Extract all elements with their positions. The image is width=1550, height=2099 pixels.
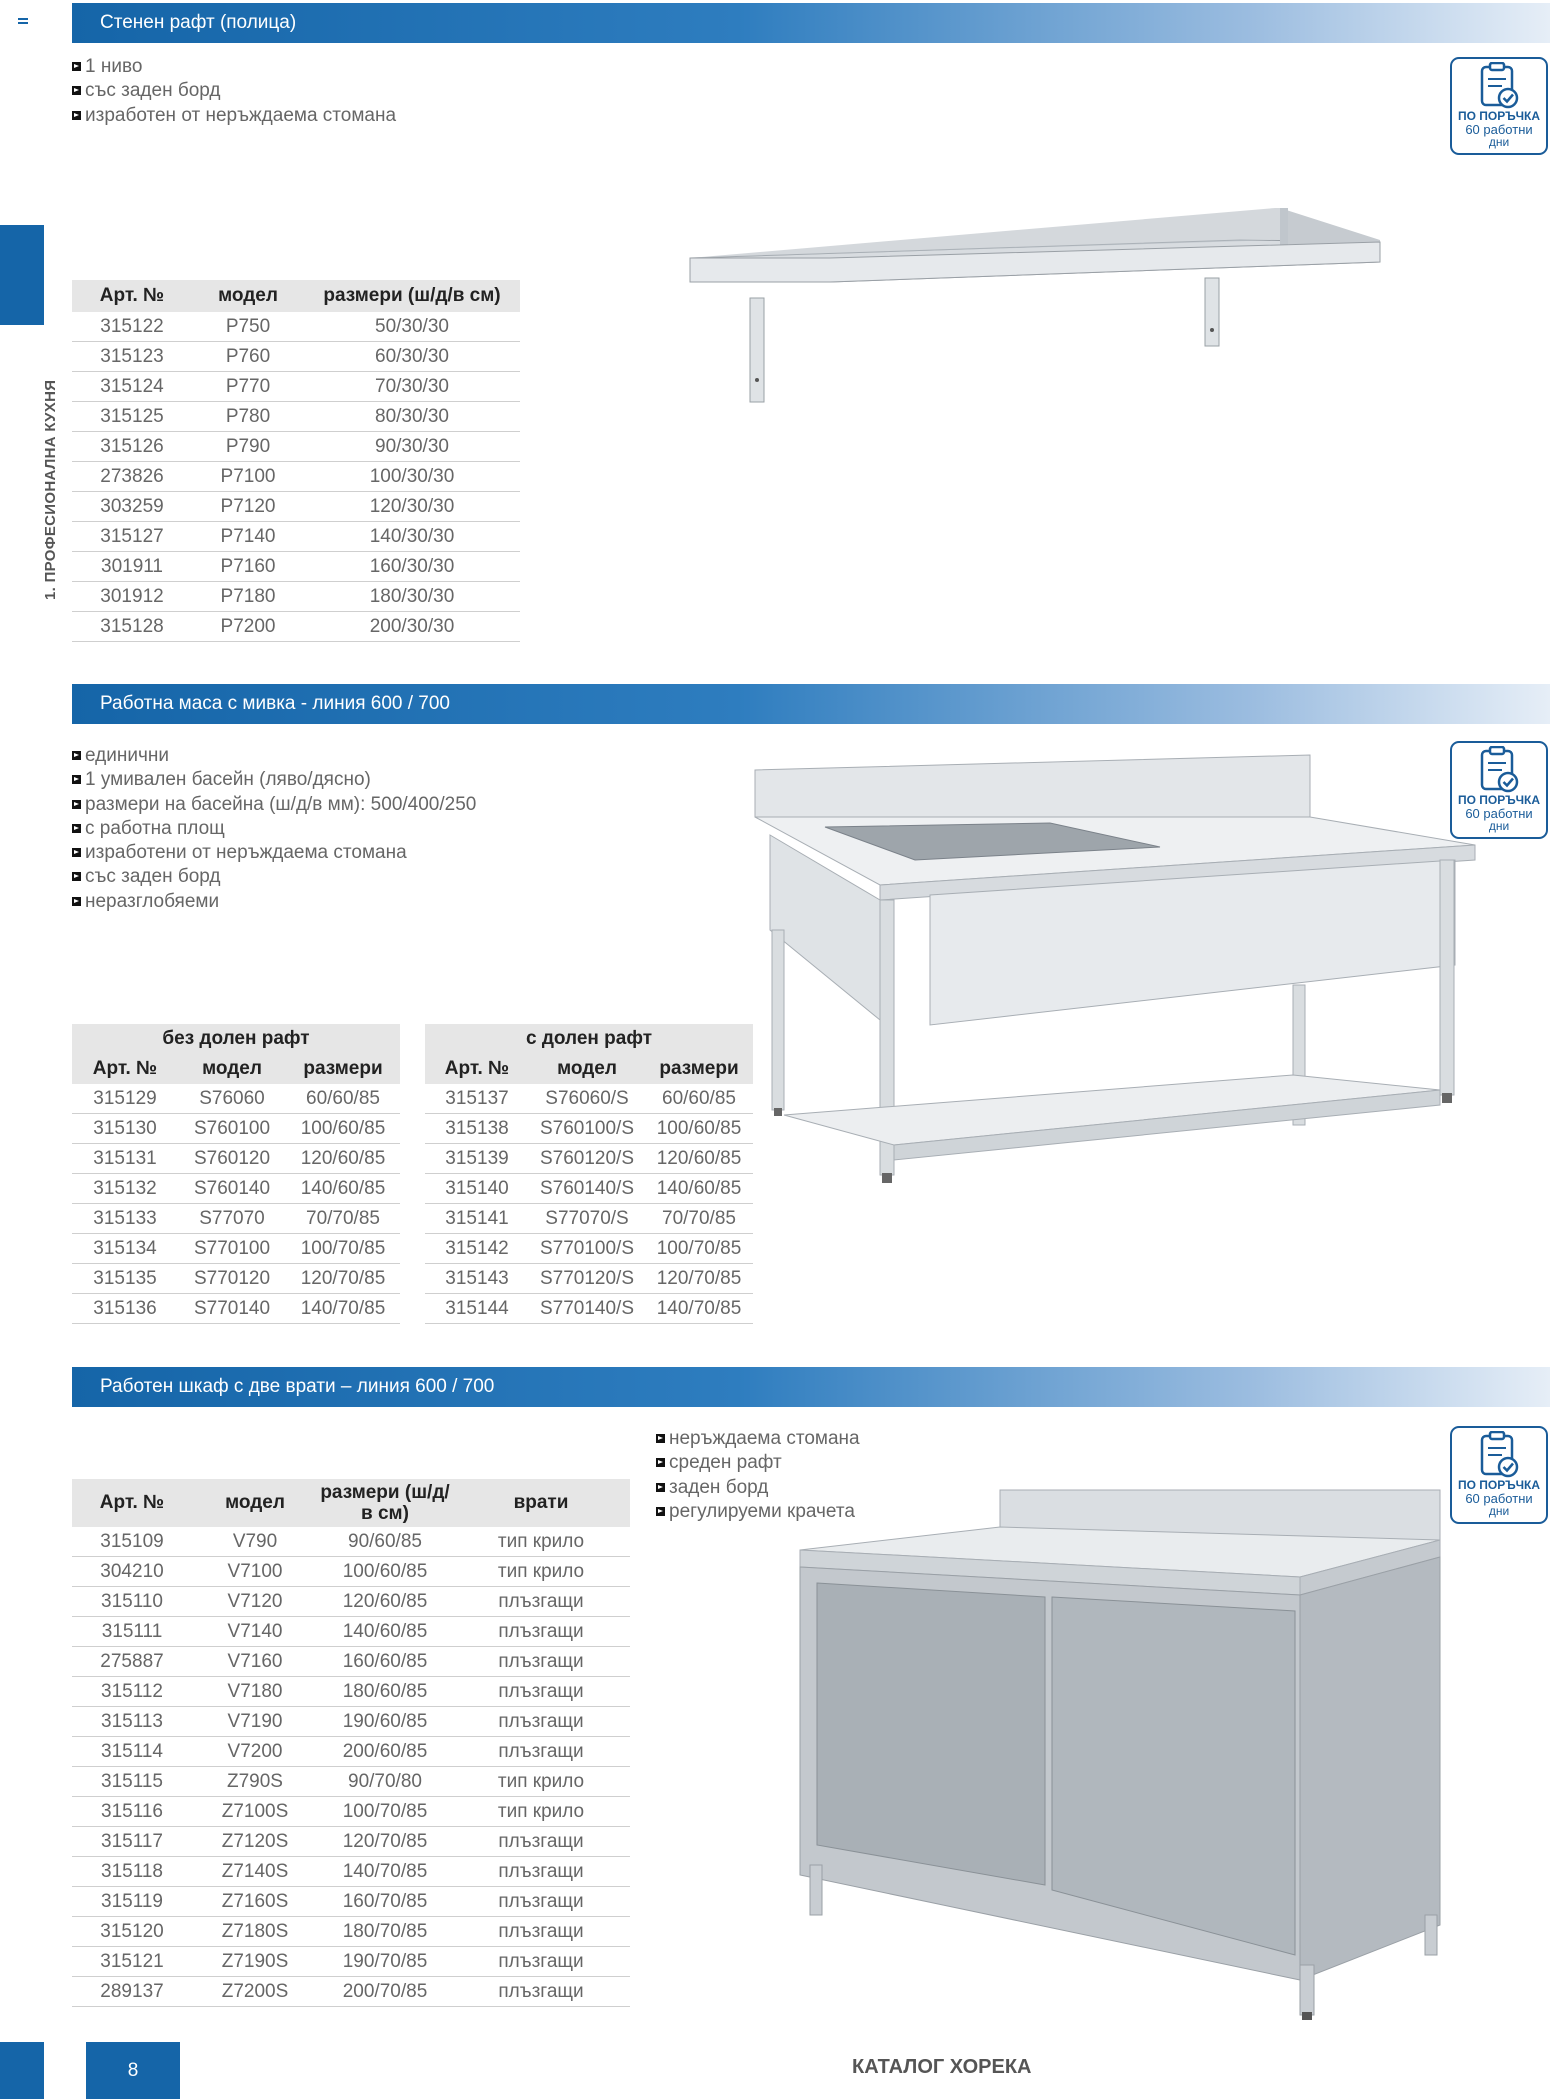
table-cell: 50/30/30 (304, 312, 520, 342)
table-cell: 200/70/85 (318, 1977, 452, 2007)
table-cell: 315127 (72, 522, 192, 552)
list-item: среден рафт (656, 1451, 860, 1475)
table-cell: 315111 (72, 1617, 192, 1647)
table-cell: 190/60/85 (318, 1707, 452, 1737)
table-cell: 120/70/85 (645, 1264, 753, 1294)
table-cell: 100/70/85 (318, 1797, 452, 1827)
table-cell: плъзгащи (452, 1737, 630, 1767)
table-cell: 120/30/30 (304, 492, 520, 522)
table-cell: плъзгащи (452, 1587, 630, 1617)
table-cell: 60/60/85 (286, 1084, 400, 1114)
table-cell: S77070 (178, 1204, 286, 1234)
section-title-wall-shelf: Стенен рафт (полица) (72, 3, 1550, 43)
table-cell: P780 (192, 402, 304, 432)
table-cell: 315134 (72, 1234, 178, 1264)
table-cell: S76060 (178, 1084, 286, 1114)
table-cell: 315119 (72, 1887, 192, 1917)
list-item: неразглобяеми (72, 890, 476, 914)
table-cell: 100/60/85 (286, 1114, 400, 1144)
sink-table-image (750, 735, 1480, 1295)
bullet-arrow-icon (72, 62, 81, 71)
table-cell: S770100/S (529, 1234, 645, 1264)
bullet-arrow-icon (72, 751, 81, 760)
table-cell: 90/60/85 (318, 1527, 452, 1557)
table-row (72, 1557, 630, 1587)
table-cell: плъзгащи (452, 1707, 630, 1737)
list-item: неръждаема стомана (656, 1427, 860, 1451)
table-cell: V7190 (192, 1707, 318, 1737)
sink-table-no-shelf-rows (72, 1084, 400, 1324)
table-cell: P790 (192, 432, 304, 462)
table-cell: S760140/S (529, 1174, 645, 1204)
table-cell: 120/60/85 (645, 1144, 753, 1174)
table-cell: 315136 (72, 1294, 178, 1324)
table-cell: 273826 (72, 462, 192, 492)
table-cell: 303259 (72, 492, 192, 522)
table-row (72, 552, 520, 582)
table-cell: 315139 (425, 1144, 529, 1174)
table-cell: плъзгащи (452, 1857, 630, 1887)
cabinet-rows (72, 1527, 630, 2007)
table-cell: P760 (192, 342, 304, 372)
wall-shelf-table: Арт. № модел размери (ш/д/в см) 315122 P750 50/30/30 315123 P760 60/30/30 315124 P770 70/30/30 315125 P780 80/30/30 315126 P790 90/30/30 273826 P7100 100/30/30 303259 P7120 120/30/30 315127 P7140 140/30/30 301911 P7160 160/30/30 301912 P7180 180/30/30 315128 P7200 200/30/30 (72, 280, 520, 642)
table-cell: 180/70/85 (318, 1917, 452, 1947)
table-cell: 100/30/30 (304, 462, 520, 492)
clipboard-check-icon (1478, 1431, 1520, 1479)
table-cell: 315121 (72, 1947, 192, 1977)
table-row (425, 1144, 753, 1174)
table-cell: 180/30/30 (304, 582, 520, 612)
table-row (425, 1264, 753, 1294)
bullet-arrow-icon (656, 1458, 665, 1467)
table-row (425, 1114, 753, 1144)
list-item: 1 ниво (72, 55, 396, 79)
order-badge: ПО ПОРЪЧКА 60 работни дни (1450, 57, 1548, 155)
table-cell: 60/60/85 (645, 1084, 753, 1114)
table-row (72, 492, 520, 522)
table-cell: S770120/S (529, 1264, 645, 1294)
order-badge: ПО ПОРЪЧКА 60 работни дни (1450, 741, 1548, 839)
table-row (72, 1737, 630, 1767)
table-cell: 275887 (72, 1647, 192, 1677)
table-cell: S77070/S (529, 1204, 645, 1234)
table-row (72, 1707, 630, 1737)
table-cell: 70/70/85 (286, 1204, 400, 1234)
table-cell: 100/60/85 (645, 1114, 753, 1144)
table-cell: 315138 (425, 1114, 529, 1144)
table-cell: плъзгащи (452, 1917, 630, 1947)
table-cell: 315125 (72, 402, 192, 432)
table-cell: тип крило (452, 1767, 630, 1797)
table-row (72, 1977, 630, 2007)
order-badge: ПО ПОРЪЧКА 60 работни дни (1450, 1426, 1548, 1524)
table-row (425, 1234, 753, 1264)
table-row (72, 1264, 400, 1294)
bullet-arrow-icon (72, 775, 81, 784)
table-cell: 315117 (72, 1827, 192, 1857)
top-left-corner (0, 0, 72, 40)
table-row (72, 1527, 630, 1557)
table-cell: V7100 (192, 1557, 318, 1587)
table-cell: 315131 (72, 1144, 178, 1174)
table-cell: V7200 (192, 1737, 318, 1767)
table-row (72, 312, 520, 342)
table-cell: P7120 (192, 492, 304, 522)
table-cell: 200/30/30 (304, 612, 520, 642)
table-cell: 180/60/85 (318, 1677, 452, 1707)
section-title-cabinet: Работен шкаф с две врати – линия 600 / 700 (72, 1367, 1550, 1407)
table-cell: 315120 (72, 1917, 192, 1947)
table-cell: 200/60/85 (318, 1737, 452, 1767)
table-cell: P7100 (192, 462, 304, 492)
sink-table-features (72, 744, 476, 914)
table-cell: 315118 (72, 1857, 192, 1887)
table-cell: 100/70/85 (286, 1234, 400, 1264)
table-cell: 315140 (425, 1174, 529, 1204)
table-cell: 120/60/85 (318, 1587, 452, 1617)
table-cell: P770 (192, 372, 304, 402)
table-cell: 301911 (72, 552, 192, 582)
table-row (72, 342, 520, 372)
table-cell: тип крило (452, 1797, 630, 1827)
table-cell: 315142 (425, 1234, 529, 1264)
table-cell: 315141 (425, 1204, 529, 1234)
cabinet-table: Арт. № модел размери (ш/д/в см) врати 315109 V790 90/60/85 тип крило 304210 V7100 100/60/85 тип крило 315110 V7120 120/60/85 плъзгащи 315111 V7140 140/60/85 плъзгащи 275887 V7160 160/60/85 плъзгащи 315112 V7180 180/60/85 плъзгащи 315113 V7190 190/60/85 плъзгащи 315114 V7200 200/60/85 плъзгащи 315115 Z790S 90/70/80 тип крило 315116 Z7100S 100/70/85 тип крило 315117 Z7120S 120/70/85 плъзгащи 315118 Z7140S 140/70/85 плъзгащи 315119 Z7160S 160/70/85 плъзгащи 315120 Z7180S 180/70/85 плъзгащи 315121 Z7190S 190/70/85 плъзгащи 289137 Z7200S 200/70/85 плъзгащи (72, 1479, 630, 2007)
table-cell: S770120 (178, 1264, 286, 1294)
table-cell: V7160 (192, 1647, 318, 1677)
table-cell: 160/60/85 (318, 1647, 452, 1677)
table-cell: 190/70/85 (318, 1947, 452, 1977)
cabinet-image (790, 1485, 1490, 2035)
table-cell: плъзгащи (452, 1647, 630, 1677)
table-cell: S770100 (178, 1234, 286, 1264)
list-item: 1 умивален басейн (ляво/дясно) (72, 768, 476, 792)
bullet-arrow-icon (656, 1483, 665, 1492)
table-cell: S760120/S (529, 1144, 645, 1174)
list-item: изработен от неръждаема стомана (72, 104, 396, 128)
table-row (425, 1294, 753, 1324)
table-row (72, 402, 520, 432)
wall-shelf-features (72, 55, 396, 128)
table-cell: V7120 (192, 1587, 318, 1617)
table-row (425, 1204, 753, 1234)
table-cell: 80/30/30 (304, 402, 520, 432)
table-cell: плъзгащи (452, 1677, 630, 1707)
table-cell: 160/70/85 (318, 1887, 452, 1917)
list-item: регулируеми крачета (656, 1500, 860, 1524)
table-cell: 315124 (72, 372, 192, 402)
clipboard-check-icon (1478, 746, 1520, 794)
table-cell: плъзгащи (452, 1887, 630, 1917)
table-cell: 315135 (72, 1264, 178, 1294)
table-cell: 315115 (72, 1767, 192, 1797)
bullet-arrow-icon (72, 800, 81, 809)
page-number: 8 (86, 2042, 180, 2099)
table-cell: S760120 (178, 1144, 286, 1174)
table-cell: 315133 (72, 1204, 178, 1234)
bullet-arrow-icon (72, 848, 81, 857)
table-cell: S760100/S (529, 1114, 645, 1144)
table-row (72, 522, 520, 552)
list-item: изработени от неръждаема стомана (72, 841, 476, 865)
table-row (72, 1114, 400, 1144)
table-cell: 120/70/85 (318, 1827, 452, 1857)
table-cell: Z790S (192, 1767, 318, 1797)
bullet-arrow-icon (72, 86, 81, 95)
table-row (72, 1947, 630, 1977)
table-cell: 140/60/85 (286, 1174, 400, 1204)
table-cell: Z7160S (192, 1887, 318, 1917)
table-row (72, 462, 520, 492)
table-row (72, 1827, 630, 1857)
table-cell: S770140/S (529, 1294, 645, 1324)
table-cell: P7160 (192, 552, 304, 582)
table-row (72, 1767, 630, 1797)
table-cell: P750 (192, 312, 304, 342)
table-cell: 315126 (72, 432, 192, 462)
table-cell: 315113 (72, 1707, 192, 1737)
table-cell: S76060/S (529, 1084, 645, 1114)
table-cell: плъзгащи (452, 1617, 630, 1647)
table-cell: 315109 (72, 1527, 192, 1557)
table-cell: 315130 (72, 1114, 178, 1144)
table-cell: Z7180S (192, 1917, 318, 1947)
table-cell: P7200 (192, 612, 304, 642)
table-row (72, 1204, 400, 1234)
table-cell: 140/70/85 (286, 1294, 400, 1324)
table-cell: V7180 (192, 1677, 318, 1707)
sink-table-no-shelf: без долен рафт Арт. № модел размери 315129 S76060 60/60/85 315130 S760100 100/60/85 315131 S760120 120/60/85 315132 S760140 140/60/85 315133 S77070 70/70/85 315134 S770100 100/70/85 315135 S770120 120/70/85 315136 S770140 140/70/85 (72, 1024, 400, 1324)
table-cell: 315132 (72, 1174, 178, 1204)
table-cell: P7180 (192, 582, 304, 612)
table-row (72, 432, 520, 462)
table-cell: 301912 (72, 582, 192, 612)
list-item: заден борд (656, 1476, 860, 1500)
table-cell: P7140 (192, 522, 304, 552)
bullet-arrow-icon (656, 1507, 665, 1516)
table-cell: 315143 (425, 1264, 529, 1294)
table-cell: V7140 (192, 1617, 318, 1647)
table-cell: S760140 (178, 1174, 286, 1204)
table-cell: 90/30/30 (304, 432, 520, 462)
table-cell: 60/30/30 (304, 342, 520, 372)
bullet-arrow-icon (656, 1434, 665, 1443)
table-row (72, 1587, 630, 1617)
bullet-arrow-icon (72, 824, 81, 833)
table-cell: плъзгащи (452, 1827, 630, 1857)
table-cell: плъзгащи (452, 1947, 630, 1977)
list-item: единични (72, 744, 476, 768)
table-row (72, 612, 520, 642)
table-cell: 140/60/85 (318, 1617, 452, 1647)
table-cell: 315122 (72, 312, 192, 342)
table-cell: Z7120S (192, 1827, 318, 1857)
table-cell: Z7100S (192, 1797, 318, 1827)
table-cell: Z7200S (192, 1977, 318, 2007)
clipboard-check-icon (1478, 62, 1520, 110)
table-cell: 315112 (72, 1677, 192, 1707)
bullet-arrow-icon (72, 872, 81, 881)
chapter-label: 1. ПРОФЕСИОНАЛНА КУХНЯ (42, 379, 59, 600)
table-cell: 140/30/30 (304, 522, 520, 552)
list-item: със заден борд (72, 865, 476, 889)
table-cell: 70/70/85 (645, 1204, 753, 1234)
table-row (72, 1617, 630, 1647)
table-cell: 160/30/30 (304, 552, 520, 582)
table-row (72, 1797, 630, 1827)
list-item: размери на басейна (ш/д/в мм): 500/400/250 (72, 793, 476, 817)
table-cell: 90/70/80 (318, 1767, 452, 1797)
list-item: с работна площ (72, 817, 476, 841)
chapter-tab (0, 225, 44, 325)
menu-icon (18, 18, 28, 24)
table-cell: 120/60/85 (286, 1144, 400, 1174)
table-cell: 289137 (72, 1977, 192, 2007)
table-cell: 100/70/85 (645, 1234, 753, 1264)
table-cell: 70/30/30 (304, 372, 520, 402)
wall-shelf-rows (72, 312, 520, 642)
bullet-arrow-icon (72, 111, 81, 120)
table-cell: тип крило (452, 1557, 630, 1587)
table-cell: 315129 (72, 1084, 178, 1114)
table-cell: 315128 (72, 612, 192, 642)
table-row (72, 1084, 400, 1114)
table-row (72, 1677, 630, 1707)
table-cell: 140/60/85 (645, 1174, 753, 1204)
table-row (72, 1144, 400, 1174)
table-cell: Z7140S (192, 1857, 318, 1887)
table-cell: 315144 (425, 1294, 529, 1324)
table-cell: S770140 (178, 1294, 286, 1324)
table-cell: 120/70/85 (286, 1264, 400, 1294)
table-row (425, 1174, 753, 1204)
table-row (72, 1857, 630, 1887)
table-row (72, 1234, 400, 1264)
section-title-sink-table: Работна маса с мивка - линия 600 / 700 (72, 684, 1550, 724)
wall-shelf-image (680, 200, 1390, 410)
table-cell: V790 (192, 1527, 318, 1557)
table-cell: S760100 (178, 1114, 286, 1144)
table-cell: Z7190S (192, 1947, 318, 1977)
table-cell: 315110 (72, 1587, 192, 1617)
table-row (72, 1174, 400, 1204)
table-cell: тип крило (452, 1527, 630, 1557)
footer-tab (0, 2042, 44, 2099)
catalog-title: КАТАЛОГ ХОРЕКА (852, 2056, 1032, 2078)
table-cell: 315137 (425, 1084, 529, 1114)
table-cell: 100/60/85 (318, 1557, 452, 1587)
table-cell: 315116 (72, 1797, 192, 1827)
table-cell: 140/70/85 (645, 1294, 753, 1324)
table-row (72, 372, 520, 402)
table-row (72, 1887, 630, 1917)
table-cell: плъзгащи (452, 1977, 630, 2007)
list-item: със заден борд (72, 79, 396, 103)
table-row (72, 1917, 630, 1947)
sink-table-with-shelf-rows (425, 1084, 753, 1324)
table-row (72, 1294, 400, 1324)
table-cell: 315114 (72, 1737, 192, 1767)
table-cell: 315123 (72, 342, 192, 372)
bullet-arrow-icon (72, 897, 81, 906)
sink-table-with-shelf: с долен рафт Арт. № модел размери 315137 S76060/S 60/60/85 315138 S760100/S 100/60/85 315139 S760120/S 120/60/85 315140 S760140/S 140/60/85 315141 S77070/S 70/70/85 315142 S770100/S 100/70/85 315143 S770120/S 120/70/85 315144 S770140/S 140/70/85 (425, 1024, 753, 1324)
table-cell: 140/70/85 (318, 1857, 452, 1887)
table-row (425, 1084, 753, 1114)
table-cell: 304210 (72, 1557, 192, 1587)
table-row (72, 1647, 630, 1677)
table-row (72, 582, 520, 612)
